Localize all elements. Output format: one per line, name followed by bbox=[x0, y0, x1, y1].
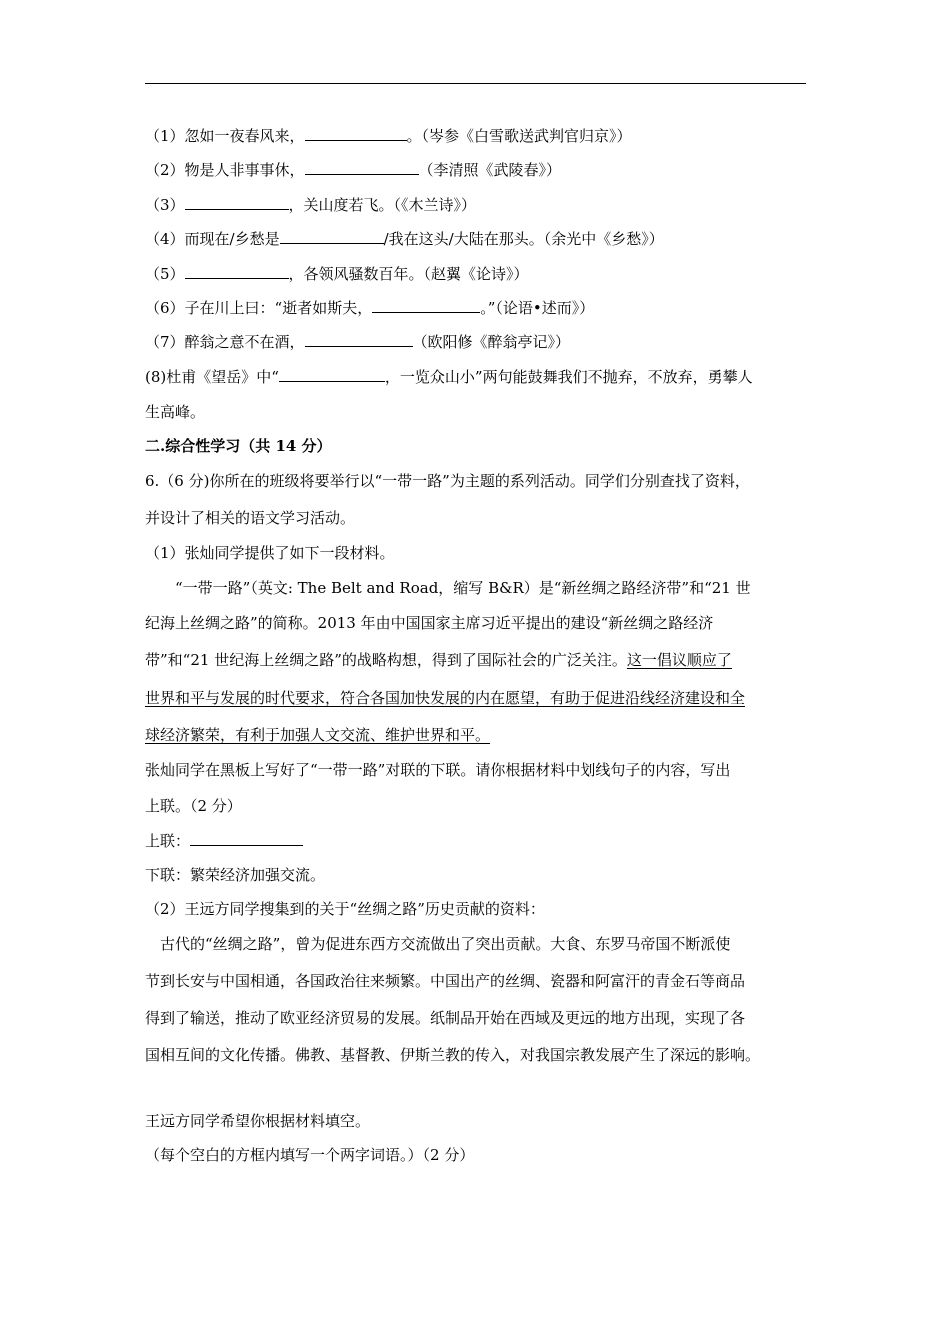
fill-item-text: (8)杜甫《望岳》中“ bbox=[145, 368, 279, 386]
upper-couplet-blank[interactable] bbox=[190, 831, 303, 846]
answer-blank[interactable] bbox=[185, 264, 289, 279]
subquestion-1-intro: （1）张灿同学提供了如下一段材料。 bbox=[145, 544, 395, 562]
material-2-line: 得到了输送，推动了欧亚经济贸易的发展。纸制品开始在西域及更远的地方出现，实现了各 bbox=[145, 1009, 746, 1027]
underlined-sentence: 球经济繁荣，有利于加强人文交流、维护世界和平。 bbox=[145, 726, 491, 744]
fill-item-source: 。（岑参《白雪歌送武判官归京》） bbox=[406, 127, 632, 145]
material-1-line: “一带一路”（英文: The Belt and Road，缩写 B&R）是“新丝绸之路经济带”和“21 世 bbox=[175, 579, 751, 597]
fill-item-1 bbox=[145, 126, 632, 146]
fill-item-7 bbox=[145, 332, 570, 352]
task-1-instruction-continued: 上联。（2 分） bbox=[145, 797, 242, 815]
question-6-stem: 6.（6 分)你所在的班级将要举行以“一带一路”为主题的系列活动。同学们分别查找了资料， bbox=[145, 472, 750, 490]
underlined-sentence: 世界和平与发展的时代要求，符合各国加快发展的内在愿望，有助于促进沿线经济建设和全 bbox=[145, 689, 746, 707]
fill-item-text: （6）子在川上曰：“逝者如斯夫， bbox=[145, 299, 373, 317]
task-1-instruction: 张灿同学在黑板上写好了“一带一路”对联的下联。请你根据材料中划线句子的内容，写出 bbox=[145, 761, 731, 779]
task-2-note: （每个空白的方框内填写一个两字词语。）（2 分） bbox=[145, 1146, 475, 1164]
upper-couplet-line bbox=[145, 831, 303, 851]
fill-item-6 bbox=[145, 298, 594, 318]
fill-item-4 bbox=[145, 229, 664, 249]
fill-item-source: ，一览众山小”两句能鼓舞我们不抛弃，不放弃，勇攀人 bbox=[384, 368, 753, 386]
fill-item-text: （3） bbox=[145, 196, 185, 214]
material-2-line: 节到长安与中国相通，各国政治往来频繁。中国出产的丝绸、瓷器和阿富汗的青金石等商品 bbox=[145, 972, 746, 990]
fill-item-source: ，关山度若飞。（《木兰诗》） bbox=[288, 196, 477, 214]
fill-item-text: （1）忽如一夜春风来， bbox=[145, 127, 305, 145]
subquestion-2-intro: （2）王远方同学搜集到的关于“丝绸之路”历史贡献的资料： bbox=[145, 900, 545, 918]
fill-item-text: （4）而现在/乡愁是 bbox=[145, 230, 280, 248]
task-2-instruction: 王远方同学希望你根据材料填空。 bbox=[145, 1112, 371, 1130]
underlined-sentence: 这一倡议顺应了 bbox=[626, 651, 732, 669]
answer-blank[interactable] bbox=[279, 367, 385, 382]
header-rule bbox=[145, 83, 806, 84]
fill-item-8 bbox=[145, 367, 753, 387]
fill-item-3 bbox=[145, 195, 476, 215]
fill-item-text: （2）物是人非事事休， bbox=[145, 161, 305, 179]
fill-item-source: /我在这头/大陆在那头。（余光中《乡愁》） bbox=[383, 230, 664, 248]
answer-blank[interactable] bbox=[305, 332, 413, 347]
answer-blank[interactable] bbox=[280, 229, 384, 244]
material-1-text: 带”和“21 世纪海上丝绸之路”的战略构想，得到了国际社会的广泛关注。 bbox=[145, 651, 627, 669]
answer-blank[interactable] bbox=[305, 160, 419, 175]
fill-item-5 bbox=[145, 264, 529, 284]
material-2-line: 国相互间的文化传播。佛教、基督教、伊斯兰教的传入，对我国宗教发展产生了深远的影响。 bbox=[145, 1046, 761, 1064]
material-2-line: 古代的“丝绸之路”，曾为促进东西方交流做出了突出贡献。大食、东罗马帝国不断派使 bbox=[160, 935, 731, 953]
fill-item-source: （李清照《武陵春》） bbox=[418, 161, 562, 179]
material-1-line: 纪海上丝绸之路”的简称。2013 年由中国国家主席习近平提出的建设“新丝绸之路经济 bbox=[145, 614, 714, 632]
fill-item-source: ，各领风骚数百年。（赵翼《论诗》） bbox=[288, 265, 529, 283]
fill-item-text: （7）醉翁之意不在酒， bbox=[145, 333, 305, 351]
question-6-stem-continued: 并设计了相关的语文学习活动。 bbox=[145, 509, 356, 527]
lower-couplet: 下联：繁荣经济加强交流。 bbox=[145, 866, 326, 884]
fill-item-8-continued: 生高峰。 bbox=[145, 403, 206, 421]
section-title: 二.综合性学习（共 14 分） bbox=[145, 437, 332, 455]
material-1-line bbox=[145, 650, 732, 670]
answer-blank[interactable] bbox=[305, 126, 407, 141]
answer-blank[interactable] bbox=[372, 298, 480, 313]
upper-couplet-label: 上联： bbox=[145, 832, 191, 850]
fill-item-2 bbox=[145, 160, 561, 180]
fill-item-text: （5） bbox=[145, 265, 185, 283]
fill-item-source: （欧阳修《醉翁亭记》） bbox=[412, 333, 571, 351]
fill-item-source: 。”（论语•述而》） bbox=[480, 299, 595, 317]
answer-blank[interactable] bbox=[185, 195, 289, 210]
